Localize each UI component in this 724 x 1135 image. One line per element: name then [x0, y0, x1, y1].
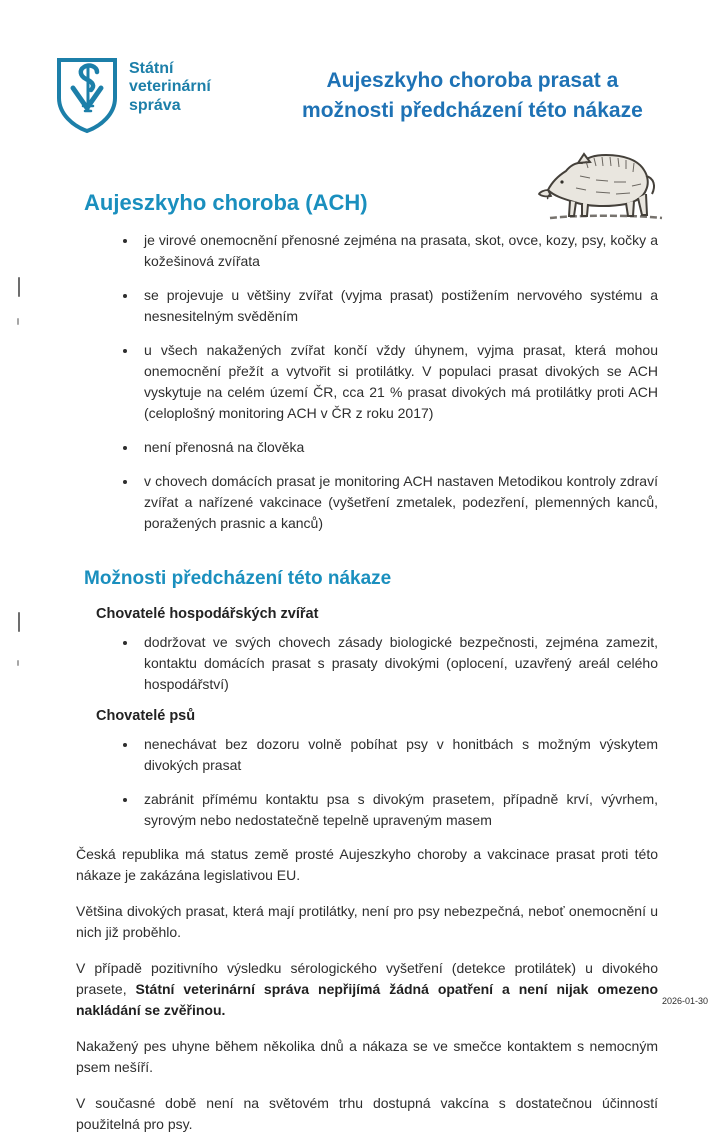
bullet-item: • se projevuje u většiny zvířat (vyjma prasat) postižením nervového systému a nesnesitelným svěděním [138, 285, 658, 327]
bullet-item: • zabránit přímému kontaktu psa s divokým prasetem, případně krví, vývrhem, syrovým nebo nedostatečně tepelně upraveným masem [138, 789, 658, 831]
subsection-dogs-heading: Chovatelé psů [96, 708, 196, 724]
livestock-bullet-list [76, 632, 658, 695]
svs-org-name [129, 56, 211, 115]
paragraph: Česká republika má status země prosté Aujeszkyho choroby a vakcinace prasat proti této nákaze je zakázána legislativou EU. [76, 846, 658, 883]
bullet-item: • u všech nakažených zvířat končí vždy úhynem, vyjma prasat, která mohou onemocnění přežít a vytvořit si protilátky. V populaci prasat divokých se ACH vyskytuje na celém území ČR, cca 21 % prasat divokých má protilátky proti ACH (celoplošný monitoring ACH v ČR z roku 2017) [138, 340, 658, 424]
svs-logo [55, 56, 211, 134]
scan-artifact-mark [17, 318, 19, 325]
svs-org-name-line2: veterinární [129, 78, 211, 96]
paragraph: V současné době není na světovém trhu dostupná vakcína s dostatečnou účinností použitelná pro psy. [76, 1095, 658, 1132]
document-title-line1: Aujeszkyho choroba prasat a [326, 69, 619, 92]
wild-boar-illustration [536, 146, 676, 230]
paragraph: Většina divokých prasat, která mají protilátky, není pro psy nebezpečná, neboť onemocnění u nich již proběhlo. [76, 903, 658, 940]
section1-bullet-list [76, 230, 658, 534]
section2-heading: Možnosti předcházení této nákaze [84, 568, 392, 589]
svs-org-name-line1: Státní [129, 60, 174, 77]
paragraph-bold-text: Státní veterinární správa nepřijímá žádná opatření a není nijak omezeno nakládání se zvěřinou. [76, 981, 658, 1018]
section1-heading: Aujeszkyho choroba (ACH) [84, 190, 368, 215]
paragraph [76, 958, 658, 1021]
document-header [0, 0, 724, 134]
bullet-item: • nenechávat bez dozoru volně pobíhat psy v honitbách s možným výskytem divokých prasat [138, 734, 658, 776]
bullet-item: • dodržovat ve svých chovech zásady biologické bezpečnosti, zejména zamezit, kontaktu domácích prasat s prasaty divokými (oplocení, uzavřený areál celého hospodářství) [138, 632, 658, 695]
subsection-livestock-heading: Chovatelé hospodářských zvířat [96, 606, 319, 622]
paragraph: Nakažený pes uhyne během několika dnů a nákaza se ve smečce kontaktem s nemocným psem nešíří. [76, 1038, 658, 1075]
document-title [251, 56, 694, 127]
scan-artifact-mark [17, 660, 19, 666]
footer-date: 2026-01-30 [661, 996, 708, 1006]
paragraph-normal-text: V případě pozitivního výsledku sérologického vyšetření (detekce protilátek) u divokého prasete, [76, 960, 658, 997]
document-body [0, 190, 724, 1135]
bullet-item: • není přenosná na člověka [138, 437, 658, 458]
svs-org-name-line3: správa [129, 96, 181, 114]
scan-artifact-mark [18, 612, 20, 632]
bullet-item: • je virové onemocnění přenosné zejména na prasata, skot, ovce, kozy, psy, kočky a kožešinová zvířata [138, 230, 658, 272]
bullet-item: • v chovech domácích prasat je monitoring ACH nastaven Metodikou kontroly zdraví zvířat a nařízené vakcinace (vyšetření zmetalek, podezření, plemenných kanců, poražených prasnic a kanců) [138, 471, 658, 534]
svs-shield-icon [55, 56, 119, 134]
scan-artifact-mark [18, 277, 20, 297]
document-title-line2: možnosti předcházení této nákaze [302, 99, 643, 123]
dogs-bullet-list [76, 734, 658, 831]
